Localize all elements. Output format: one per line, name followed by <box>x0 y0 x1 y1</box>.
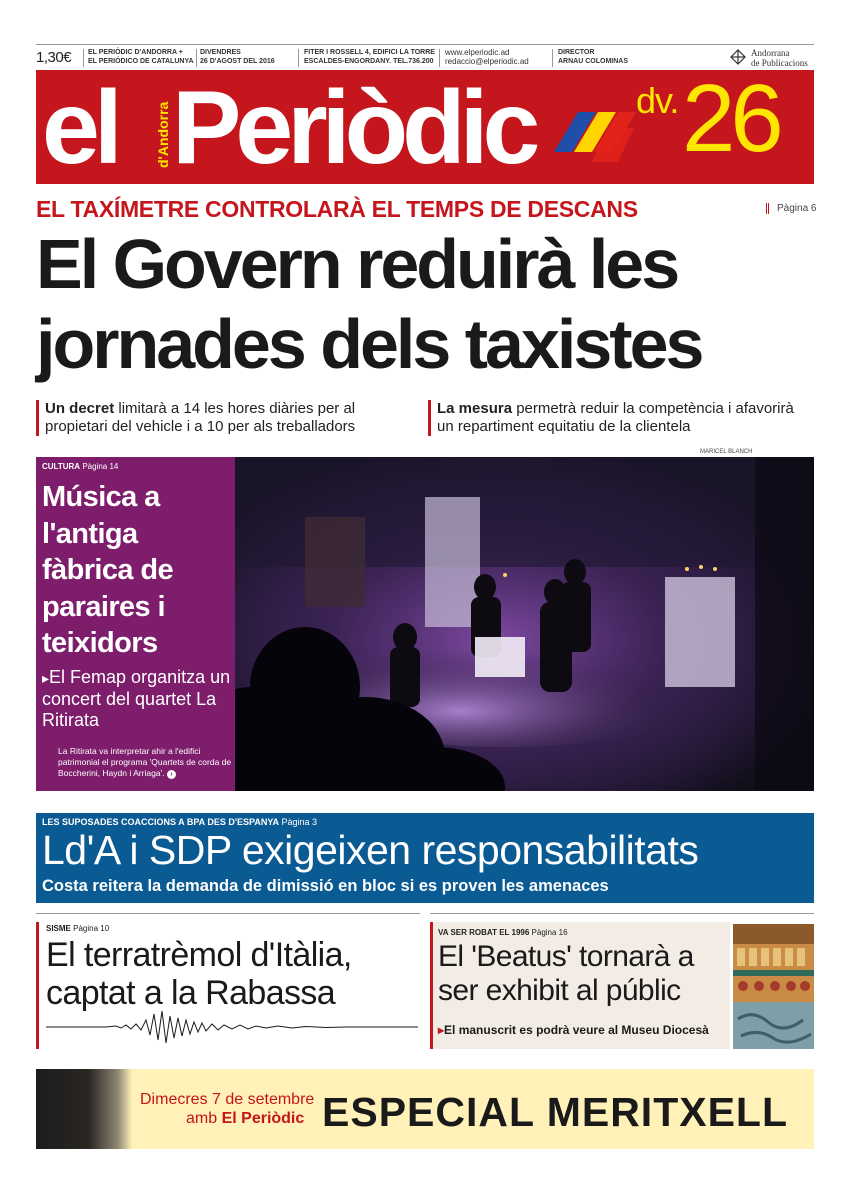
beatus-manuscript-image <box>733 924 814 1049</box>
website-link[interactable]: www.elperiodic.ad <box>445 48 510 57</box>
quake-kicker: SISME Pàgina 10 <box>46 924 110 933</box>
triangle-bullet-icon: ▸ <box>42 670 50 686</box>
lead-page-ref[interactable]: Pàgina 6 <box>766 203 816 214</box>
promo-title: ESPECIAL MERITXELL <box>322 1089 789 1135</box>
triangle-bullet-icon: ▸ <box>438 1023 445 1037</box>
flag-stripes-icon <box>548 102 638 172</box>
info-strip <box>36 44 814 70</box>
diamond-logo-icon <box>729 48 747 66</box>
divider <box>430 913 814 914</box>
director-info: DIRECTOR ARNAU COLOMINAS <box>558 49 628 65</box>
web-info <box>445 48 529 66</box>
quake-story[interactable] <box>36 922 420 1049</box>
divider <box>36 913 420 914</box>
divider <box>298 49 299 67</box>
publisher-info: EL PERIÒDIC D'ANDORRA + EL PERIÓDICO DE CATALUNYA <box>88 49 194 65</box>
culture-feature[interactable] <box>36 457 814 791</box>
lead-deck-left: Un decret limitarà a 14 les hores diàries per al propietari del vehicle i a 10 per als treballadors <box>36 400 416 436</box>
lead-headline[interactable]: El Govern reduirà les jornades dels taxistes <box>36 225 702 383</box>
politics-subtitle: Costa reitera la demanda de dimissió en bloc si es proven les amenaces <box>42 877 609 895</box>
divider <box>196 49 197 67</box>
culture-caption: La Ritirata va interpretar ahir a l'edifici patrimonial el programa 'Quartets de corda de Boccherini, Haydn i Arriaga'. › <box>58 746 232 778</box>
accent-bar <box>430 922 433 1049</box>
concert-photo <box>235 457 814 791</box>
masthead <box>36 70 814 184</box>
divider <box>439 49 440 67</box>
lead-kicker: EL TAXÍMETRE CONTROLARÀ EL TEMPS DE DESCANS <box>36 196 638 222</box>
group-logo <box>729 48 747 71</box>
beatus-subtitle: ▸El manuscrit es podrà veure al Museu Diocesà <box>438 1023 709 1037</box>
lead-deck-right: La mesura permetrà reduir la competència i afavorirà un repartiment equitatiu de la clientela <box>428 400 808 436</box>
cover-price: 1,30€ <box>36 49 72 66</box>
promo-banner[interactable] <box>36 1069 814 1149</box>
day-abbreviation: dv. <box>636 80 679 121</box>
beatus-story[interactable] <box>430 922 814 1049</box>
culture-section: CULTURA Pàgina 14 <box>42 462 119 471</box>
divider <box>552 49 553 67</box>
group-name: Andorrana de Publicacions <box>751 48 808 68</box>
arrow-circle-icon: › <box>167 770 176 779</box>
promo-photo <box>36 1069 132 1149</box>
photo-credit: MARICEL BLANCH <box>700 449 753 455</box>
logo-periodic: Periòdic <box>172 70 535 184</box>
divider <box>83 49 84 67</box>
email-link[interactable]: redaccio@elperiodic.ad <box>445 57 529 66</box>
beatus-title: El 'Beatus' tornarà a ser exhibit al públic <box>438 940 694 1007</box>
logo-el: el <box>42 70 117 184</box>
culture-text-panel <box>36 457 235 791</box>
seismograph-icon <box>46 1008 418 1046</box>
svg-text:d'Andorra: d'Andorra <box>155 101 171 168</box>
culture-title: Música a l'antiga fàbrica de paraires i teixidors <box>42 481 173 659</box>
culture-subtitle: ▸El Femap organitza un concert del quartet La Ritirata <box>42 667 231 730</box>
date-info: DIVENDRES 26 D'AGOST DEL 2016 <box>200 49 275 65</box>
address-info: FITER I ROSSELL 4, EDIFICI LA TORRE ESCALDES-ENGORDANY. TEL.736.200 <box>304 49 435 65</box>
day-number: 26 <box>682 70 779 172</box>
politics-kicker: LES SUPOSADES COACCIONS A BPA DES D'ESPANYA Pàgina 3 <box>42 817 318 827</box>
politics-title: Ld'A i SDP exigeixen responsabilitats <box>42 827 699 873</box>
beatus-kicker: VA SER ROBAT EL 1996 Pàgina 16 <box>438 928 568 937</box>
accent-bar <box>36 922 39 1049</box>
politics-band[interactable] <box>36 813 814 903</box>
promo-with: amb El Periòdic <box>186 1110 305 1127</box>
beatus-text-panel <box>430 922 730 1049</box>
quake-title: El terratrèmol d'Itàlia, captat a la Rabassa <box>46 936 352 1012</box>
promo-date: Dimecres 7 de setembre <box>140 1091 315 1108</box>
